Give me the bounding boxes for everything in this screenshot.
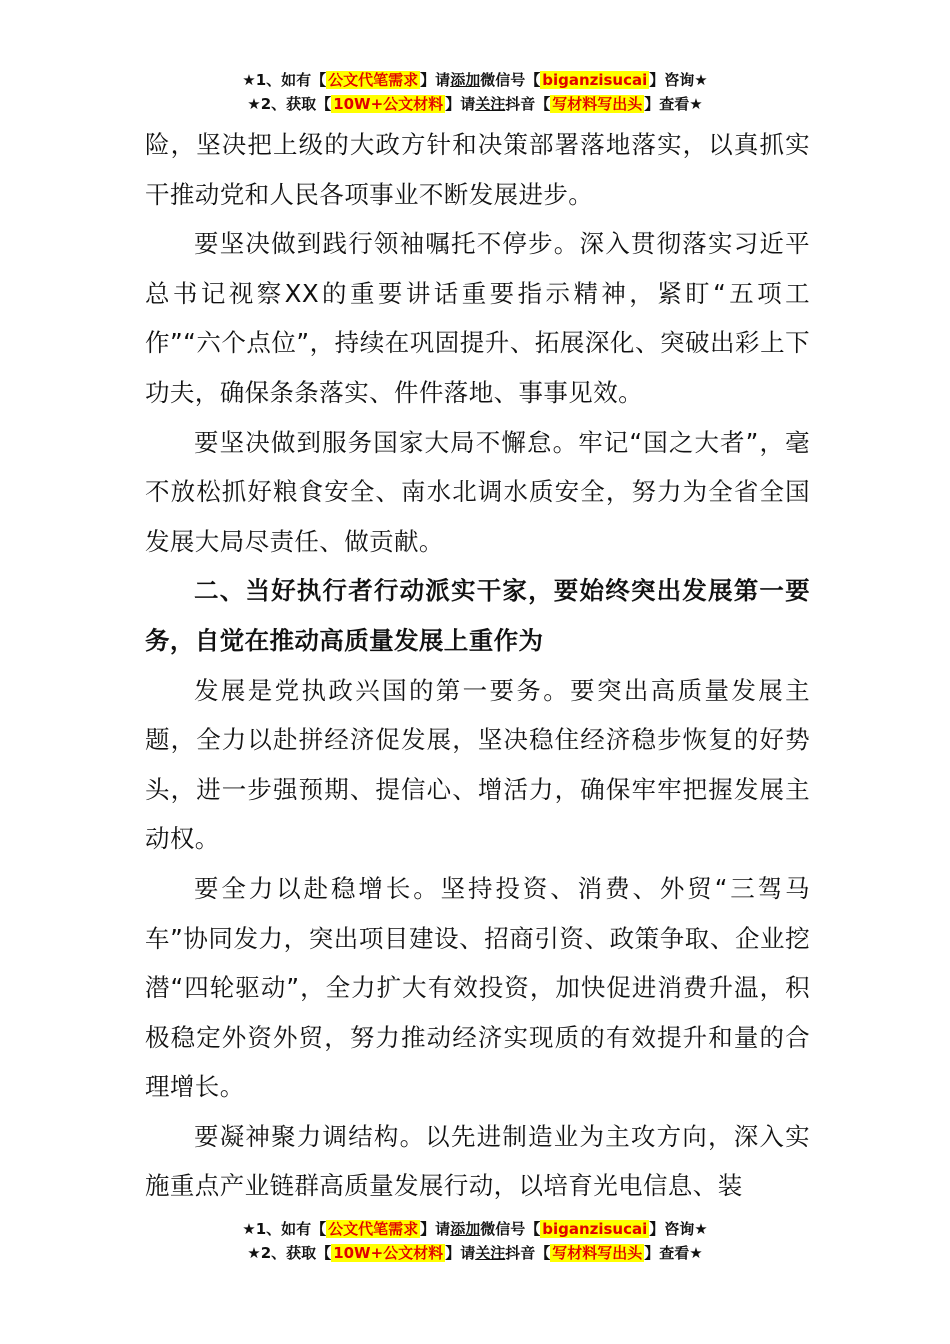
banner-highlight-materials: 10W+公文材料 — [333, 95, 444, 113]
banner-line-2 — [0, 92, 950, 116]
banner-text: 】咨询★ — [649, 71, 708, 89]
banner-highlight-douyin-account: 写材料写出头 — [552, 1244, 643, 1262]
banner-text: ★2、获取【 — [247, 1244, 332, 1262]
banner-underlined-text: 关注 — [475, 1244, 506, 1262]
banner-text: 】请 — [445, 1244, 476, 1262]
banner-text: 】请 — [445, 95, 476, 113]
banner-text: 微信号【 — [480, 1220, 541, 1238]
document-body — [145, 120, 810, 1211]
banner-text: 】查看★ — [644, 1244, 703, 1262]
footer-banner — [0, 1217, 950, 1265]
banner-highlight-douyin-account: 写材料写出头 — [552, 95, 643, 113]
banner-line-2 — [0, 1241, 950, 1265]
banner-text: 抖音【 — [505, 95, 551, 113]
banner-highlight-materials: 10W+公文材料 — [333, 1244, 444, 1262]
banner-underlined-text: 添加 — [450, 71, 481, 89]
banner-text: 】咨询★ — [649, 1220, 708, 1238]
banner-text: 】请 — [420, 1220, 451, 1238]
banner-highlight-service: 公文代笔需求 — [328, 71, 419, 89]
banner-text: 抖音【 — [505, 1244, 551, 1262]
banner-text: ★2、获取【 — [247, 95, 332, 113]
paragraph: 要凝神聚力调结构。以先进制造业为主攻方向，深入实施重点产业链群高质量发展行动，以培育光电信息、装 — [145, 1121, 810, 1201]
banner-line-1 — [0, 1217, 950, 1241]
paragraph: 要坚决做到服务国家大局不懈怠。牢记“国之大者”，毫不放松抓好粮食安全、南水北调水质安全，努力为全省全国发展大局尽责任、做贡献。 — [145, 427, 810, 556]
banner-underlined-text: 添加 — [450, 1220, 481, 1238]
paragraph: 要坚决做到践行领袖嘱托不停步。深入贯彻落实习近平总书记视察XX的重要讲话重要指示精神，紧盯“五项工作”“六个点位”，持续在巩固提升、拓展深化、突破出彩上下功夫，确保条条落实、件件落地、事事见效。 — [145, 229, 810, 407]
paragraph: 要全力以赴稳增长。坚持投资、消费、外贸“三驾马车”协同发力，突出项目建设、招商引资、政策争取、企业挖潜“四轮驱动”，全力扩大有效投资，加快促进消费升温，积极稳定外资外贸，努力推动经济实现质的有效提升和量的合理增长。 — [145, 873, 810, 1102]
banner-highlight-wechat-id: biganzisucai — [542, 1220, 648, 1238]
banner-line-1 — [0, 68, 950, 92]
banner-text: ★1、如有【 — [242, 1220, 327, 1238]
paragraph: 发展是党执政兴国的第一要务。要突出高质量发展主题，全力以赴拼经济促发展，坚决稳住经济稳步恢复的好势头，进一步强预期、提信心、增活力，确保牢牢把握发展主动权。 — [145, 675, 810, 854]
banner-text: 】请 — [420, 71, 451, 89]
section-heading: 二、当好执行者行动派实干家，要始终突出发展第一要务，自觉在推动高质量发展上重作为 — [145, 576, 810, 655]
banner-text: ★1、如有【 — [242, 71, 327, 89]
banner-highlight-wechat-id: biganzisucai — [542, 71, 648, 89]
paragraph-continuation: 险，坚决把上级的大政方针和决策部署落地落实，以真抓实干推动党和人民各项事业不断发展进步。 — [145, 130, 810, 209]
banner-text: 】查看★ — [644, 95, 703, 113]
header-banner — [0, 68, 950, 116]
banner-highlight-service: 公文代笔需求 — [328, 1220, 419, 1238]
banner-text: 微信号【 — [480, 71, 541, 89]
banner-underlined-text: 关注 — [475, 95, 506, 113]
